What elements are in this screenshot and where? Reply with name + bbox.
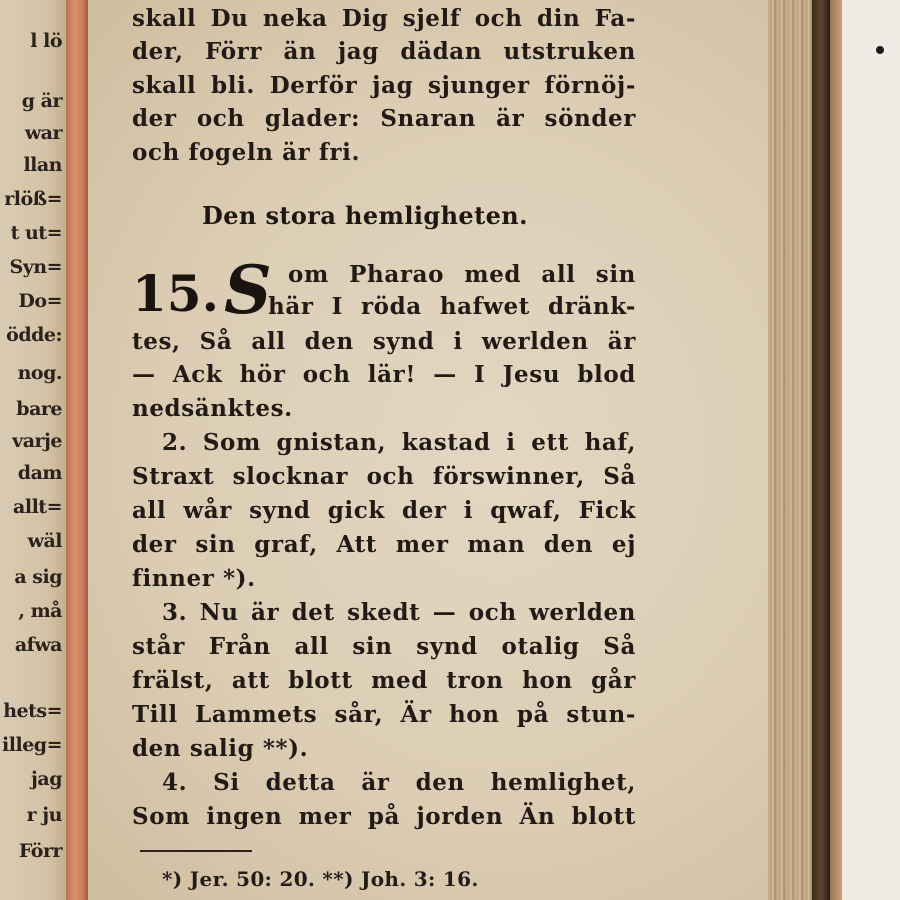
hymn-number: 15. bbox=[132, 264, 219, 323]
text-line: Som ingen mer på jorden Än blott bbox=[132, 803, 636, 830]
left-page-fragment: rlöß= bbox=[4, 188, 62, 210]
text-line: och fogeln är fri. bbox=[132, 139, 361, 166]
text-line: finner *). bbox=[132, 565, 256, 592]
text-line: Till Lammets sår, Är hon på stun- bbox=[132, 701, 636, 728]
left-page-fragment: a sig bbox=[14, 566, 62, 588]
left-page-fragment: l lö bbox=[30, 30, 62, 52]
section-heading: Den stora hemligheten. bbox=[202, 201, 528, 230]
text-line: skall bli. Derför jag sjunger förnöj- bbox=[132, 72, 636, 99]
drop-cap: S bbox=[224, 251, 272, 329]
left-page-fragment: hets= bbox=[3, 700, 62, 722]
verse-3-line: 3. Nu är det skedt — och werlden bbox=[162, 599, 636, 626]
verse-2-line: 2. Som gnistan, kastad i ett haf, bbox=[162, 429, 636, 456]
verse-4-line: 4. Si detta är den hemlighet, bbox=[162, 769, 636, 796]
text-line: der och glader: Snaran är sönder bbox=[132, 105, 636, 132]
text-line: nedsänktes. bbox=[132, 395, 293, 422]
text-line: tes, Så all den synd i werlden är bbox=[132, 328, 636, 355]
table-background bbox=[840, 0, 900, 900]
text-line: den salig **). bbox=[132, 735, 309, 762]
left-page bbox=[0, 0, 66, 900]
text-line: — Ack hör och lär! — I Jesu blod bbox=[132, 361, 636, 388]
book-cover-edge bbox=[812, 0, 830, 900]
hymn-first-line: om Pharao med all sin bbox=[288, 261, 636, 288]
left-page-fragment: , må bbox=[18, 600, 62, 622]
left-page-fragment: nog. bbox=[17, 362, 62, 384]
left-page-fragment: allt= bbox=[13, 496, 62, 518]
left-page-fragment: t ut= bbox=[10, 222, 62, 244]
left-page-fragment: illeg= bbox=[2, 734, 62, 756]
text-line: Straxt slocknar och förswinner, Så bbox=[132, 463, 636, 490]
left-page-fragment: wäl bbox=[27, 530, 62, 552]
left-page-fragment: dam bbox=[17, 462, 62, 484]
footnotes: *) Jer. 50: 20. **) Joh. 3: 16. bbox=[162, 867, 479, 891]
dust-speck bbox=[876, 46, 884, 54]
left-page-fragment: jag bbox=[31, 768, 62, 790]
left-page-fragment: war bbox=[24, 122, 62, 144]
text-line: står Från all sin synd otalig Så bbox=[132, 633, 636, 660]
text-line: der sin graf, Att mer man den ej bbox=[132, 531, 636, 558]
text-line: all wår synd gick der i qwaf, Fick bbox=[132, 497, 636, 524]
left-page-fragment: g är bbox=[21, 90, 62, 112]
text-line: frälst, att blott med tron hon går bbox=[132, 667, 636, 694]
cover-rim bbox=[830, 0, 842, 900]
hymn-second-line: här I röda hafwet dränk- bbox=[268, 293, 636, 320]
left-page-fragment: afwa bbox=[14, 634, 62, 656]
left-page-fragment: Do= bbox=[18, 290, 62, 312]
text-line: der, Förr än jag dädan utstruken bbox=[132, 38, 636, 65]
left-page-fragment: llan bbox=[23, 154, 62, 176]
left-page-fragment: r ju bbox=[26, 804, 62, 826]
left-page-fragment: ödde: bbox=[6, 324, 62, 346]
footnote-rule bbox=[140, 850, 252, 852]
left-page-fragment: varje bbox=[12, 430, 62, 452]
left-page-fragment: Förr bbox=[18, 840, 62, 862]
book-binding bbox=[66, 0, 88, 900]
text-line: skall Du neka Dig sjelf och din Fa- bbox=[132, 5, 636, 32]
left-page-fragment: bare bbox=[16, 398, 62, 420]
left-page-fragment: Syn= bbox=[9, 256, 62, 278]
